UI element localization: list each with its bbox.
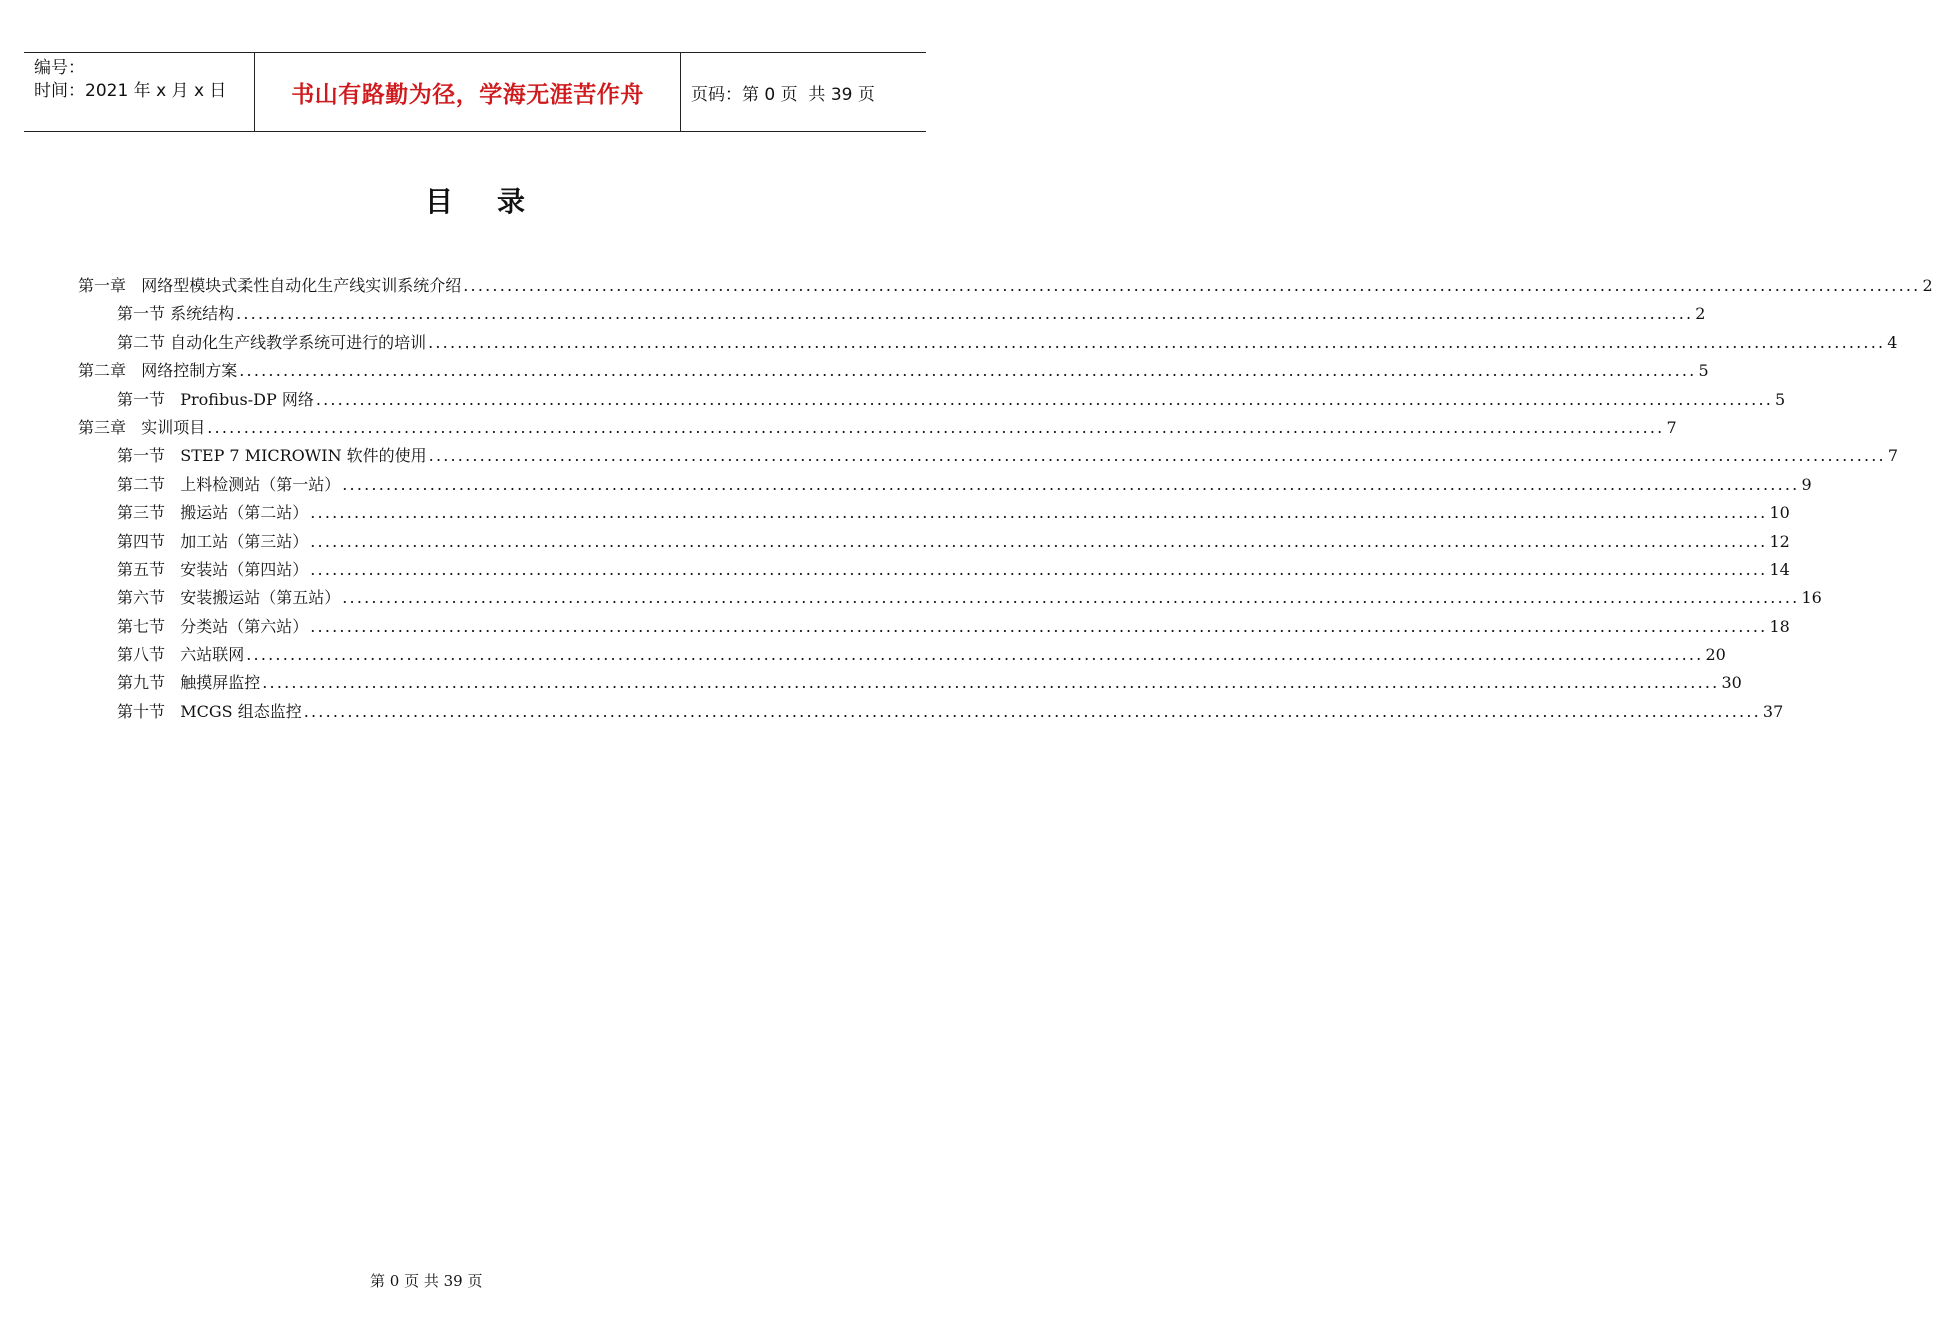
toc-entry[interactable] [78, 584, 1822, 612]
toc-entry-label: 第八节 六站联网 [117, 645, 245, 665]
toc-dot-leader: ........................................................................................................................................................................................................ [207, 417, 1665, 437]
toc-entry-label: 第一节 STEP 7 MICROWIN 软件的使用 [117, 446, 427, 466]
title-char-2: 录 [497, 185, 526, 218]
toc-entry[interactable] [78, 528, 1790, 556]
toc-entry[interactable] [78, 556, 1790, 584]
toc-entry-label: 第三节 搬运站（第二站） [117, 503, 309, 523]
toc-entry-page: 2 [1922, 276, 1933, 295]
toc-entry-label: 第一节 Profibus-DP 网络 [117, 389, 314, 409]
toc-entry-page: 12 [1769, 531, 1790, 551]
header-motto: 书山有路勤为径，学海无涯苦作舟 [254, 53, 681, 131]
toc-entry-label: 第二章 网络控制方案 [78, 361, 238, 381]
toc-dot-leader: ........................................................................................................................................................................................................ [428, 446, 1886, 466]
toc-entry-page: 2 [1695, 304, 1706, 324]
toc-dot-leader: ........................................................................................................................................................................................................ [262, 673, 1720, 693]
toc-dot-leader: ........................................................................................................................................................................................................ [310, 531, 1768, 551]
table-of-contents [78, 272, 1933, 726]
toc-entry[interactable] [78, 357, 1709, 385]
toc-dot-leader: ........................................................................................................................................................................................................ [303, 701, 1761, 721]
toc-entry[interactable] [78, 471, 1812, 499]
document-time-label: 时间：2021 年 x 月 x 日 [34, 81, 227, 101]
toc-entry-page: 5 [1698, 361, 1709, 381]
toc-entry-label: 第十节 MCGS 组态监控 [117, 701, 302, 721]
toc-entry-page: 14 [1769, 559, 1790, 579]
toc-entry-label: 第二节 自动化生产线教学系统可进行的培训 [117, 332, 427, 352]
toc-entry[interactable] [78, 414, 1677, 442]
toc-dot-leader: ........................................................................................................................................................................................................ [246, 645, 1704, 665]
toc-entry-page: 4 [1887, 332, 1898, 352]
toc-entry[interactable] [78, 386, 1786, 414]
toc-entry-label: 第四节 加工站（第三站） [117, 531, 309, 551]
toc-entry-label: 第二节 上料检测站（第一站） [117, 474, 341, 494]
header-page-info [681, 53, 926, 131]
toc-entry-page: 7 [1887, 446, 1899, 466]
toc-entry-page: 18 [1769, 616, 1790, 636]
toc-dot-leader: ........................................................................................................................................................................................................ [310, 503, 1768, 523]
page-footer [0, 1270, 950, 1291]
toc-entry[interactable] [78, 442, 1899, 470]
footer-page-number: 第 0 页 共 39 页 [370, 1272, 483, 1290]
toc-entry-page: 16 [1801, 588, 1822, 608]
toc-dot-leader: ........................................................................................................................................................................................................ [310, 559, 1768, 579]
toc-entry-label: 第三章 实训项目 [78, 417, 206, 437]
toc-entry-page: 30 [1721, 673, 1742, 693]
toc-dot-leader: ........................................................................................................................................................................................................ [315, 389, 1774, 409]
document-number-label: 编号： [34, 58, 85, 78]
toc-entry-label: 第七节 分类站（第六站） [117, 616, 309, 636]
toc-dot-leader: ........................................................................................................................................................................................................ [239, 361, 1697, 381]
toc-entry-label: 第一章 网络型模块式柔性自动化生产线实训系统介绍 [78, 276, 462, 295]
toc-dot-leader: ........................................................................................................................................................................................................ [236, 304, 1694, 324]
toc-entry-label: 第九节 触摸屏监控 [117, 673, 261, 693]
page-title [0, 180, 950, 220]
toc-dot-leader: ........................................................................................................................................................................................................ [463, 276, 1921, 295]
toc-dot-leader: ........................................................................................................................................................................................................ [342, 588, 1800, 608]
page-header [24, 52, 926, 132]
toc-entry-page: 10 [1769, 503, 1790, 523]
toc-entry-page: 37 [1762, 701, 1784, 721]
toc-entry[interactable] [78, 613, 1790, 641]
toc-entry[interactable] [78, 669, 1742, 697]
toc-entry[interactable] [78, 272, 1933, 300]
toc-entry[interactable] [78, 300, 1706, 328]
toc-entry-page: 5 [1775, 389, 1786, 409]
toc-entry[interactable] [78, 641, 1726, 669]
toc-entry[interactable] [78, 329, 1898, 357]
toc-entry-label: 第六节 安装搬运站（第五站） [117, 588, 341, 608]
toc-dot-leader: ........................................................................................................................................................................................................ [310, 616, 1768, 636]
toc-entry-label: 第一节 系统结构 [117, 304, 235, 324]
toc-entry[interactable] [78, 698, 1784, 726]
toc-entry-label: 第五节 安装站（第四站） [117, 559, 309, 579]
toc-entry-page: 9 [1801, 474, 1812, 494]
header-page-info-text: 页码：第 0 页 共 39 页 [691, 84, 875, 105]
toc-dot-leader: ........................................................................................................................................................................................................ [428, 332, 1886, 352]
header-meta [24, 53, 254, 131]
toc-entry-page: 20 [1705, 645, 1726, 665]
title-char-1: 目 [424, 185, 453, 218]
toc-dot-leader: ........................................................................................................................................................................................................ [342, 474, 1800, 494]
toc-entry[interactable] [78, 499, 1790, 527]
toc-entry-page: 7 [1666, 417, 1677, 437]
